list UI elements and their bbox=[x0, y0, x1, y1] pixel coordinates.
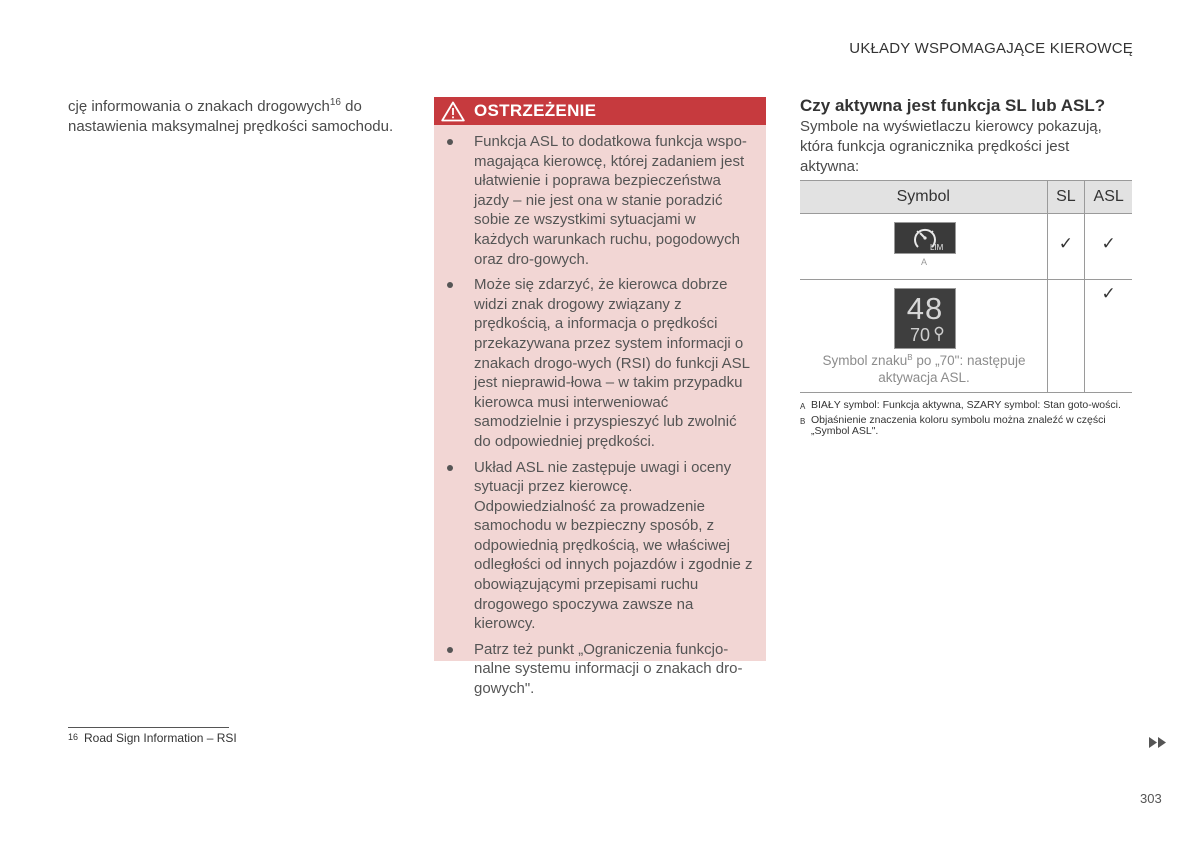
table-header-row bbox=[800, 180, 1132, 213]
column-header-symbol: Symbol bbox=[896, 188, 950, 205]
footnote-reference[interactable]: 16 bbox=[329, 97, 341, 108]
left-column-text bbox=[68, 97, 408, 137]
table-note bbox=[800, 400, 1130, 413]
symbol-table bbox=[800, 180, 1132, 393]
column-header-asl: ASL bbox=[1084, 181, 1132, 213]
caption-note-ref: B bbox=[907, 353, 913, 362]
symbol-caption bbox=[800, 352, 1048, 386]
speed-sign-icon bbox=[894, 288, 956, 349]
caption-text: Symbol znaku bbox=[822, 353, 908, 368]
warning-item-text: Może się zdarzyć, że kierowca dobrze widzi znak drogowy związany z prędkością, a informacja o prędkości przekazywana przez system informacji o znakach drogo-wych (RSI) do funkcji ASL jest nieprawid-łowa – w takim przypadku kierowca musi interweniować samodzielnie i przyspieszyć lub zwolnić do odpowiedniej prędkości. bbox=[474, 276, 750, 450]
note-label: A bbox=[800, 402, 806, 411]
table-row bbox=[800, 279, 1132, 393]
warning-header bbox=[434, 97, 766, 125]
asl-cell bbox=[1084, 280, 1132, 392]
left-text-after: do nastawienia maksymalnej prędkości samochodu. bbox=[68, 98, 394, 135]
asl-cell bbox=[1084, 214, 1132, 279]
warning-item bbox=[434, 275, 766, 451]
table-note bbox=[800, 415, 1130, 438]
speed-limiter-lim-icon bbox=[894, 222, 956, 254]
table-notes bbox=[800, 400, 1130, 440]
warning-list bbox=[434, 132, 766, 705]
warning-item bbox=[434, 458, 766, 634]
warning-box bbox=[434, 97, 766, 698]
symbol-note-ref: A bbox=[920, 257, 927, 267]
symbol-cell bbox=[800, 280, 1047, 392]
warning-triangle-icon bbox=[441, 101, 465, 122]
footnote bbox=[68, 731, 237, 745]
section-title: Czy aktywna jest funkcja SL lub ASL? bbox=[800, 96, 1106, 115]
caption-text-after: po „70": następuje aktywacja ASL. bbox=[878, 353, 1026, 385]
symbol-cell bbox=[800, 214, 1047, 279]
footnote-divider bbox=[68, 727, 229, 728]
bullet-icon bbox=[447, 139, 453, 145]
warning-title: OSTRZEŻENIE bbox=[474, 101, 597, 120]
note-text: BIAŁY symbol: Funkcja aktywna, SZARY symbol: Stan goto-wości. bbox=[811, 399, 1121, 411]
warning-item-text: Funkcja ASL to dodatkowa funkcja wspo-magająca kierowcę, której zadaniem jest ułatwienie i poprawa bezpieczeństwa jazdy – nie jest ona w stanie poradzić sobie ze wszystkimi sytuacjami w każdych warunkach ruchu, pogodowych oraz dro-gowych. bbox=[474, 133, 747, 268]
note-text: Objaśnienie znaczenia koloru symbolu można znaleźć w części „Symbol ASL". bbox=[811, 413, 1106, 437]
double-arrow-right-icon[interactable] bbox=[1149, 737, 1167, 748]
svg-text:LIM: LIM bbox=[930, 243, 944, 252]
footnote-number: 16 bbox=[68, 732, 79, 742]
page-number: 303 bbox=[1140, 791, 1162, 806]
left-text-before: cję informowania o znakach drogowych bbox=[68, 98, 330, 115]
bullet-icon bbox=[447, 647, 453, 653]
warning-item-text: Układ ASL nie zastępuje uwagi i oceny sytuacji przez kierowcę. Odpowiedzialność za prowadzenie samochodu w bezpieczny sposób, z odpowiednią prędkością, we właściwej odległości od innych pojazdów i zgodnie z obowiązującymi przepisami ruchu drogowego spoczywa zawsze na kierowcy. bbox=[474, 458, 753, 633]
note-label: B bbox=[800, 416, 806, 426]
checkmark-icon: ✓ bbox=[1101, 234, 1116, 253]
column-header-sl: SL bbox=[1047, 181, 1085, 213]
bullet-icon bbox=[447, 282, 453, 288]
sl-cell bbox=[1047, 214, 1085, 279]
speed-limit-value: 70 bbox=[910, 325, 931, 345]
bullet-icon bbox=[447, 465, 453, 471]
location-pin-icon bbox=[934, 326, 944, 342]
table-row bbox=[800, 213, 1132, 279]
checkmark-icon: ✓ bbox=[1101, 284, 1116, 303]
warning-item-text: Patrz też punkt „Ograniczenia funkcjo-nalne systemu informacji o znakach dro-gowych". bbox=[474, 640, 743, 698]
warning-item bbox=[434, 132, 766, 269]
footnote-text: Road Sign Information – RSI bbox=[84, 731, 237, 745]
sl-cell bbox=[1047, 280, 1085, 392]
checkmark-icon: ✓ bbox=[1058, 234, 1074, 253]
section-intro: Symbole na wyświetlaczu kierowcy pokazują, która funkcja ogranicznika prędkości jest aktywna: bbox=[800, 118, 1102, 175]
current-speed-value: 48 bbox=[906, 291, 944, 326]
page-header-title: UKŁADY WSPOMAGAJĄCE KIEROWCĘ bbox=[849, 40, 1133, 57]
warning-item bbox=[434, 640, 766, 699]
